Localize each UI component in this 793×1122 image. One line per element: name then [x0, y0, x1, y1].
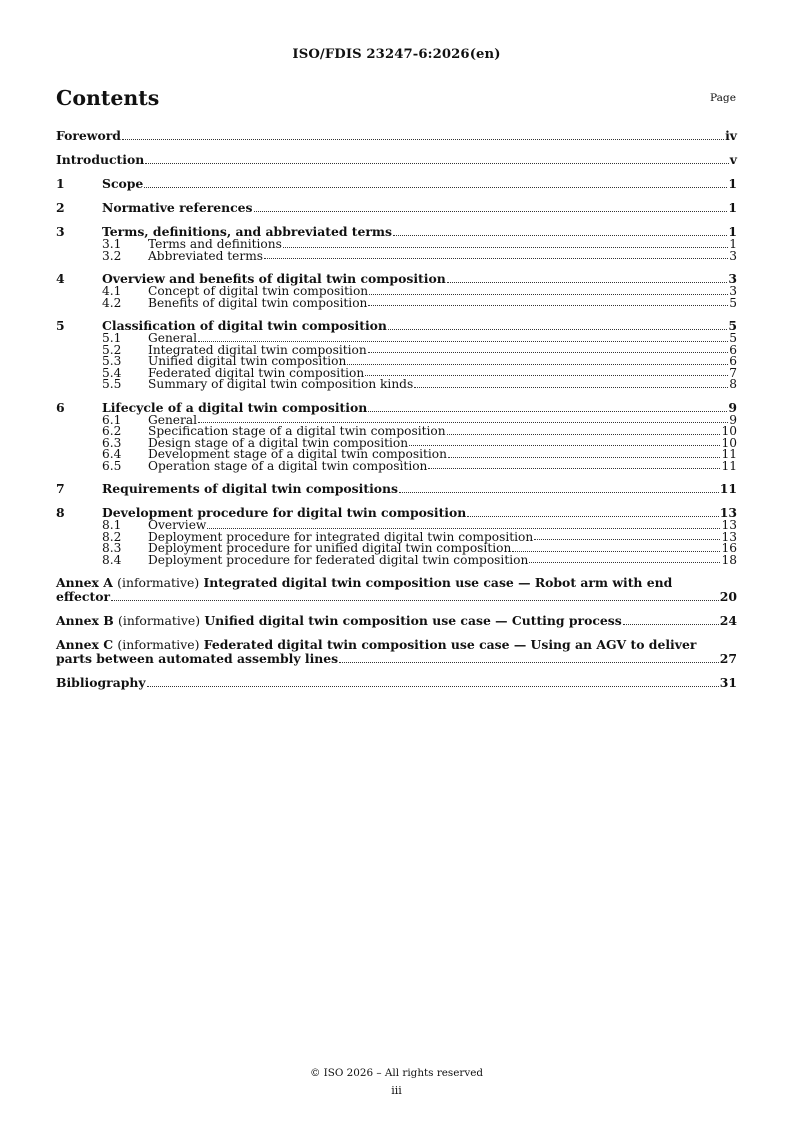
toc-subclause-row[interactable]: [56, 379, 737, 391]
toc-page: 5: [728, 318, 737, 333]
toc-page: 3: [729, 284, 737, 298]
annex-title-line-2: effector: [56, 589, 110, 604]
toc-entry-clause-8: [56, 506, 737, 566]
toc-page: 6: [729, 354, 737, 368]
toc-page: 24: [719, 613, 737, 628]
toc-page: 10: [721, 435, 737, 450]
toc-subnumber: 6.1: [102, 412, 122, 427]
dot-leader: [147, 686, 719, 687]
dot-leader: [145, 163, 729, 164]
toc-entry-clause-1[interactable]: [56, 177, 737, 191]
annex-kind: (informative): [118, 613, 201, 628]
toc-page: 11: [719, 481, 737, 496]
toc-page: 5: [729, 295, 737, 310]
toc-subtitle: Design stage of a digital twin composition: [148, 435, 409, 450]
toc-title: Overview and benefits of digital twin composition: [102, 271, 446, 286]
toc-number: 6: [56, 399, 65, 415]
toc-title: Normative references: [102, 200, 253, 215]
toc-page: 3: [729, 248, 737, 263]
toc-page: 18: [721, 552, 737, 567]
toc-subclause-row[interactable]: [56, 295, 737, 310]
dot-leader: [368, 352, 729, 353]
toc-title: Bibliography: [56, 675, 146, 690]
toc-page: 1: [728, 224, 737, 239]
toc-entry-introduction[interactable]: [56, 153, 737, 167]
toc-entry-clause-7[interactable]: [56, 482, 737, 496]
toc-number: 1: [56, 176, 65, 191]
toc-number: 7: [56, 481, 65, 496]
annex-kind: (informative): [117, 575, 200, 590]
toc-title: Development procedure for digital twin composition: [102, 505, 467, 520]
toc-subtitle: Development stage of a digital twin composition: [148, 447, 447, 461]
toc-entry-clause-6: [56, 401, 737, 473]
toc-subnumber: 6.3: [102, 435, 122, 450]
toc-page: 8: [729, 377, 737, 391]
toc-number: 8: [56, 505, 65, 520]
dot-leader: [447, 282, 728, 283]
dot-leader: [393, 235, 727, 236]
toc-number: 5: [56, 318, 65, 333]
annex-title-line-1: Integrated digital twin composition use case — Robot arm with end: [203, 575, 673, 590]
toc-page: 3: [728, 271, 737, 286]
dot-leader: [447, 434, 721, 435]
toc-subtitle: Abbreviated terms: [148, 248, 264, 263]
toc-page: 1: [728, 200, 737, 215]
dot-leader: [254, 211, 728, 212]
toc-subnumber: 8.4: [102, 552, 122, 567]
dot-leader: [207, 528, 720, 529]
page-column-label: Page: [709, 92, 736, 104]
annex-label: Annex C: [56, 637, 114, 652]
toc-title: Introduction: [56, 152, 145, 167]
toc-subtitle: Terms and definitions: [148, 237, 282, 251]
toc-subtitle: General: [148, 331, 197, 345]
toc-subnumber: 8.3: [102, 541, 122, 555]
toc-title: Lifecycle of a digital twin composition: [102, 399, 368, 415]
dot-leader: [623, 624, 719, 625]
toc-subtitle: Deployment procedure for integrated digital twin composition: [148, 529, 534, 544]
toc-subnumber: 8.1: [102, 518, 122, 532]
dot-leader: [339, 662, 719, 663]
toc-entry-clause-3: [56, 225, 737, 262]
toc-page: 10: [721, 424, 737, 438]
toc-title: Scope: [102, 176, 144, 191]
toc-subtitle: General: [148, 412, 197, 427]
toc-page: 27: [719, 651, 737, 666]
dot-leader: [198, 422, 728, 423]
dot-leader: [283, 247, 728, 248]
toc-subnumber: 8.2: [102, 529, 122, 544]
contents-title: Contents: [56, 86, 160, 110]
toc-subtitle: Operation stage of a digital twin composition: [148, 458, 428, 473]
toc-page: 6: [729, 342, 737, 357]
toc-subnumber: 5.1: [102, 331, 122, 345]
toc-title: Terms, definitions, and abbreviated terms: [102, 224, 393, 239]
dot-leader: [534, 539, 720, 540]
toc-subnumber: 4.1: [102, 284, 122, 298]
dot-leader: [448, 457, 721, 458]
toc-subnumber: 6.5: [102, 458, 122, 473]
dot-leader: [529, 562, 720, 563]
dot-leader: [365, 375, 728, 376]
toc-subclause-row[interactable]: [56, 458, 737, 473]
toc-subnumber: 5.2: [102, 342, 122, 357]
dot-leader: [409, 445, 720, 446]
toc-entry-clause-2[interactable]: [56, 201, 737, 215]
toc-subtitle: Benefits of digital twin composition: [148, 295, 368, 310]
toc-title: Requirements of digital twin compositions: [102, 481, 399, 496]
toc-title: Foreword: [56, 128, 121, 143]
toc-number: 4: [56, 271, 65, 286]
toc-subtitle: Federated digital twin composition: [148, 365, 365, 380]
toc-number: 3: [56, 224, 65, 239]
toc-page: 11: [721, 458, 737, 473]
toc-entry-clause-4: [56, 272, 737, 309]
annex-label: Annex B: [56, 613, 114, 628]
toc-page: 1: [728, 176, 737, 191]
toc-page: 20: [719, 589, 737, 604]
toc-subclause-row[interactable]: [56, 248, 737, 263]
toc-entry-foreword[interactable]: [56, 129, 737, 143]
toc-subtitle: Summary of digital twin composition kinds: [148, 377, 414, 391]
dot-leader: [414, 387, 728, 388]
toc-subtitle: Deployment procedure for federated digital twin composition: [148, 552, 529, 567]
toc-subtitle: Concept of digital twin composition: [148, 284, 369, 298]
annex-kind: (informative): [117, 637, 200, 652]
toc-page: 13: [721, 529, 737, 544]
toc-subnumber: 3.2: [102, 248, 122, 263]
toc-number: 2: [56, 200, 65, 215]
page-number: iii: [391, 1084, 402, 1097]
dot-leader: [368, 411, 727, 412]
toc-page: 1: [729, 237, 737, 251]
toc-page: 13: [721, 518, 737, 532]
dot-leader: [399, 492, 719, 493]
toc-subnumber: 5.4: [102, 365, 122, 380]
toc-subtitle: Specification stage of a digital twin composition: [148, 424, 446, 438]
toc-subnumber: 5.5: [102, 377, 122, 391]
toc-subtitle: Overview: [148, 518, 207, 532]
dot-leader: [144, 187, 727, 188]
annex-title-line-1: Federated digital twin composition use case — Using an AGV to deliver: [203, 637, 697, 652]
toc-subtitle: Deployment procedure for unified digital twin composition: [148, 541, 512, 555]
dot-leader: [388, 329, 727, 330]
toc-page: iv: [725, 128, 737, 143]
table-of-contents: [56, 129, 737, 690]
toc-subnumber: 4.2: [102, 295, 122, 310]
toc-page: 31: [719, 675, 737, 690]
dot-leader: [369, 294, 728, 295]
toc-entry-bibliography[interactable]: [56, 676, 737, 690]
toc-entry-annex-a[interactable]: [56, 576, 737, 604]
dot-leader: [122, 139, 724, 140]
dot-leader: [368, 305, 728, 306]
toc-subnumber: 3.1: [102, 237, 122, 251]
toc-entry-annex-b[interactable]: [56, 614, 737, 628]
dot-leader: [198, 341, 728, 342]
toc-subclause-row[interactable]: [56, 552, 737, 567]
toc-page: 13: [719, 505, 737, 520]
dot-leader: [428, 468, 720, 469]
dot-leader: [512, 551, 720, 552]
dot-leader: [264, 258, 728, 259]
toc-subtitle: Unified digital twin composition: [148, 354, 347, 368]
annex-title-line-2: parts between automated assembly lines: [56, 651, 339, 666]
toc-subnumber: 5.3: [102, 354, 122, 368]
toc-subnumber: 6.2: [102, 424, 122, 438]
copyright-notice: © ISO 2026 – All rights reserved: [309, 1067, 484, 1079]
toc-page: 16: [721, 541, 737, 555]
toc-entry-clause-5: [56, 319, 737, 391]
annex-label: Annex A: [56, 575, 113, 590]
toc-page: 7: [729, 365, 737, 380]
dot-leader: [467, 516, 718, 517]
toc-subtitle: Integrated digital twin composition: [148, 342, 367, 357]
toc-page: 5: [729, 331, 737, 345]
toc-page: 9: [728, 399, 737, 415]
annex-title: Unified digital twin composition use case — Cutting process: [204, 613, 622, 628]
dot-leader: [111, 600, 719, 601]
dot-leader: [347, 364, 728, 365]
toc-page: v: [729, 152, 737, 167]
toc-entry-annex-c[interactable]: [56, 638, 737, 666]
toc-page: 9: [729, 412, 737, 427]
toc-page: 11: [721, 447, 737, 461]
document-id-header: ISO/FDIS 23247-6:2026(en): [292, 47, 501, 62]
toc-title: Classification of digital twin composition: [102, 318, 387, 333]
toc-subnumber: 6.4: [102, 447, 122, 461]
